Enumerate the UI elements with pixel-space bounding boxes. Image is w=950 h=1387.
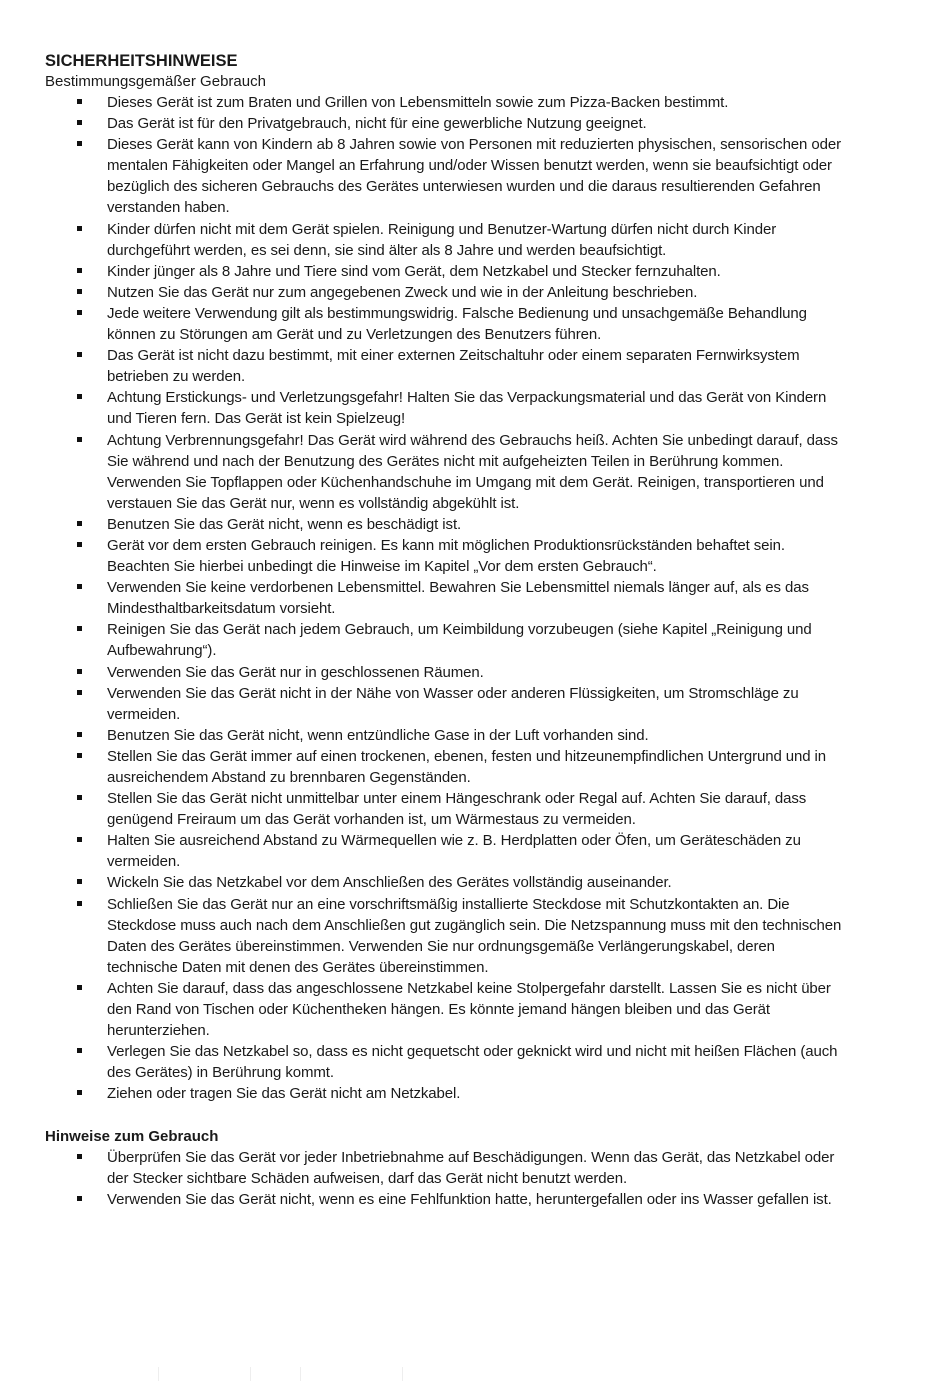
list-item-text: Dieses Gerät ist zum Braten und Grillen von Lebensmitteln sowie zum Pizza-Backen bestimmt. <box>107 94 729 111</box>
list-item <box>45 746 845 788</box>
list-item <box>45 683 845 725</box>
list-item-text: Halten Sie ausreichend Abstand zu Wärmequellen wie z. B. Herdplatten oder Öfen, um Geräteschäden zu vermeiden. <box>107 832 801 871</box>
bullet-icon <box>77 521 82 526</box>
list-item <box>45 282 845 303</box>
bullet-icon <box>77 901 82 906</box>
bullet-icon <box>77 141 82 146</box>
bullet-icon <box>77 1048 82 1053</box>
list-item <box>45 978 845 1041</box>
list-item-text: Reinigen Sie das Gerät nach jedem Gebrauch, um Keimbildung vorzubeugen (siehe Kapitel „Reinigung und Aufbewahrung“). <box>107 621 812 660</box>
safety-list <box>45 92 845 1105</box>
bullet-icon <box>77 226 82 231</box>
list-item <box>45 261 845 282</box>
bullet-icon <box>77 985 82 990</box>
list-item-text: Achtung Erstickungs- und Verletzungsgefahr! Halten Sie das Verpackungsmaterial und das Gerät von Kindern und Tieren fern. Das Gerät ist kein Spielzeug! <box>107 389 827 428</box>
bullet-icon <box>77 268 82 273</box>
list-item-text: Verwenden Sie keine verdorbenen Lebensmittel. Bewahren Sie Lebensmittel niemals länger auf, als es das Mindesthaltbarkeitsdatum vorsieht. <box>107 579 809 618</box>
list-item <box>45 830 845 872</box>
document-page <box>45 50 845 1210</box>
list-item <box>45 387 845 429</box>
bullet-icon <box>77 1154 82 1159</box>
scan-mark <box>402 1367 403 1381</box>
list-item-text: Achtung Verbrennungsgefahr! Das Gerät wird während des Gebrauchs heiß. Achten Sie unbedingt darauf, dass Sie während und nach der Benutzung des Gerätes nicht mit aufgeheizten Teilen in Berührung kommen. Verwenden Sie Topflappen oder Küchenhandschuhe im Umgang mit dem Gerät. Reinigen, transportieren und verstauen Sie das Gerät nur, wenn es vollständig abgekühlt ist. <box>107 431 838 512</box>
list-item <box>45 894 845 978</box>
list-item <box>45 535 845 577</box>
bullet-icon <box>77 584 82 589</box>
list-item-text: Verlegen Sie das Netzkabel so, dass es nicht gequetscht oder geknickt wird und nicht mit heißen Flächen (auch des Gerätes) in Berührung kommt. <box>107 1043 838 1082</box>
list-item <box>45 619 845 661</box>
bullet-icon <box>77 437 82 442</box>
list-item <box>45 514 845 535</box>
list-item <box>45 219 845 261</box>
list-item <box>45 577 845 619</box>
usage-list <box>45 1147 845 1210</box>
scan-artifacts <box>150 1363 410 1383</box>
list-item <box>45 1041 845 1083</box>
list-item-text: Achten Sie darauf, dass das angeschlossene Netzkabel keine Stolpergefahr darstellt. Lassen Sie es nicht über den Rand von Tischen oder Küchentheken hängen. Es könnte jemand hängen bleiben und das Gerät herunterziehen. <box>107 979 831 1040</box>
list-item-text: Benutzen Sie das Gerät nicht, wenn es beschädigt ist. <box>107 515 462 533</box>
document-title: SICHERHEITSHINWEISE <box>45 52 238 70</box>
list-item <box>45 113 845 134</box>
list-item <box>45 345 845 387</box>
bullet-icon <box>77 1090 82 1095</box>
list-item-text: Verwenden Sie das Gerät nur in geschlossenen Räumen. <box>107 663 484 681</box>
section-subtitle: Bestimmungsgemäßer Gebrauch <box>45 73 266 90</box>
list-item <box>45 303 845 345</box>
list-item <box>45 1147 845 1189</box>
bullet-icon <box>77 732 82 737</box>
bullet-icon <box>77 120 82 125</box>
list-item <box>45 1189 845 1210</box>
scan-mark <box>300 1367 301 1381</box>
list-item <box>45 662 845 683</box>
list-item-text: Kinder dürfen nicht mit dem Gerät spielen. Reinigung und Benutzer-Wartung dürfen nicht durch Kinder durchgeführt werden, es sei denn, sie sind älter als 8 Jahre und werden beaufsichtigt. <box>107 220 777 259</box>
list-item <box>45 1083 845 1104</box>
list-item-text: Überprüfen Sie das Gerät vor jeder Inbetriebnahme auf Beschädigungen. Wenn das Gerät, das Netzkabel oder der Stecker sichtbare Schäden aufweisen, darf das Gerät nicht benutzt werden. <box>107 1148 835 1187</box>
list-item-text: Dieses Gerät kann von Kindern ab 8 Jahren sowie von Personen mit reduzierten physischen, sensorischen oder mentalen Fähigkeiten oder Mangel an Erfahrung und/oder Wissen benutzt werden, wenn sie beaufsichtigt oder bezüglich des sicheren Gebrauchs des Gerätes unterwiesen wurden und die daraus resultierenden Gefahren verstanden haben. <box>107 136 841 217</box>
bullet-icon <box>77 542 82 547</box>
list-item <box>45 430 845 514</box>
bullet-icon <box>77 1196 82 1201</box>
list-item-text: Das Gerät ist nicht dazu bestimmt, mit einer externen Zeitschaltuhr oder einem separaten Fernwirksystem betrieben zu werden. <box>107 347 800 386</box>
bullet-icon <box>77 352 82 357</box>
list-item <box>45 725 845 746</box>
list-item <box>45 92 845 113</box>
list-item-text: Stellen Sie das Gerät nicht unmittelbar unter einem Hängeschrank oder Regal auf. Achten Sie darauf, dass genügend Freiraum um das Gerät vorhanden ist, um Wärmestaus zu vermeiden. <box>107 790 807 829</box>
list-item <box>45 788 845 830</box>
list-item-text: Stellen Sie das Gerät immer auf einen trockenen, ebenen, festen und hitzeunempfindlichen Untergrund und in ausreichendem Abstand zu brennbaren Gegenständen. <box>107 747 827 786</box>
bullet-icon <box>77 879 82 884</box>
bullet-icon <box>77 690 82 695</box>
list-item-text: Wickeln Sie das Netzkabel vor dem Anschließen des Gerätes vollständig auseinander. <box>107 874 672 892</box>
list-item-text: Gerät vor dem ersten Gebrauch reinigen. Es kann mit möglichen Produktionsrückständen behaftet sein. Beachten Sie hierbei unbedingt die Hinweise im Kapitel „Vor dem ersten Gebrauch“. <box>107 536 785 576</box>
list-item-text: Das Gerät ist für den Privatgebrauch, nicht für eine gewerbliche Nutzung geeignet. <box>107 115 647 133</box>
section-heading-usage: Hinweise zum Gebrauch <box>45 1127 219 1145</box>
bullet-icon <box>77 795 82 800</box>
list-item-text: Schließen Sie das Gerät nur an eine vorschriftsmäßig installierte Steckdose mit Schutzkontakten an. Die Steckdose muss auch nach dem Anschließen gut zugänglich sein. Die Netzspannung muss mit den technischen Daten des Gerätes übereinstimmen. Verwenden Sie nur ordnungsgemäße Verlängerungskabel, deren technische Daten mit denen des Gerätes übereinstimmen. <box>107 895 842 976</box>
scan-mark <box>158 1367 159 1381</box>
list-item-text: Verwenden Sie das Gerät nicht in der Nähe von Wasser oder anderen Flüssigkeiten, um Stromschläge zu vermeiden. <box>107 684 799 723</box>
bullet-icon <box>77 669 82 674</box>
list-item-text: Jede weitere Verwendung gilt als bestimmungswidrig. Falsche Bedienung und unsachgemäße Behandlung können zu Störungen am Gerät und zu Verletzungen des Benutzers führen. <box>107 304 807 344</box>
list-item-text: Kinder jünger als 8 Jahre und Tiere sind vom Gerät, dem Netzkabel und Stecker fernzuhalten. <box>107 262 721 280</box>
bullet-icon <box>77 837 82 842</box>
bullet-icon <box>77 753 82 758</box>
bullet-icon <box>77 99 82 104</box>
bullet-icon <box>77 289 82 294</box>
list-item-text: Nutzen Sie das Gerät nur zum angegebenen Zweck und wie in der Anleitung beschrieben. <box>107 283 698 301</box>
bullet-icon <box>77 626 82 631</box>
list-item-text: Benutzen Sie das Gerät nicht, wenn entzündliche Gase in der Luft vorhanden sind. <box>107 726 649 744</box>
bullet-icon <box>77 310 82 315</box>
bullet-icon <box>77 394 82 399</box>
list-item <box>45 134 845 218</box>
list-item-text: Ziehen oder tragen Sie das Gerät nicht am Netzkabel. <box>107 1085 461 1103</box>
list-item-text: Verwenden Sie das Gerät nicht, wenn es eine Fehlfunktion hatte, heruntergefallen oder ins Wasser gefallen ist. <box>107 1190 832 1208</box>
scan-mark <box>250 1367 251 1381</box>
list-item <box>45 872 845 893</box>
